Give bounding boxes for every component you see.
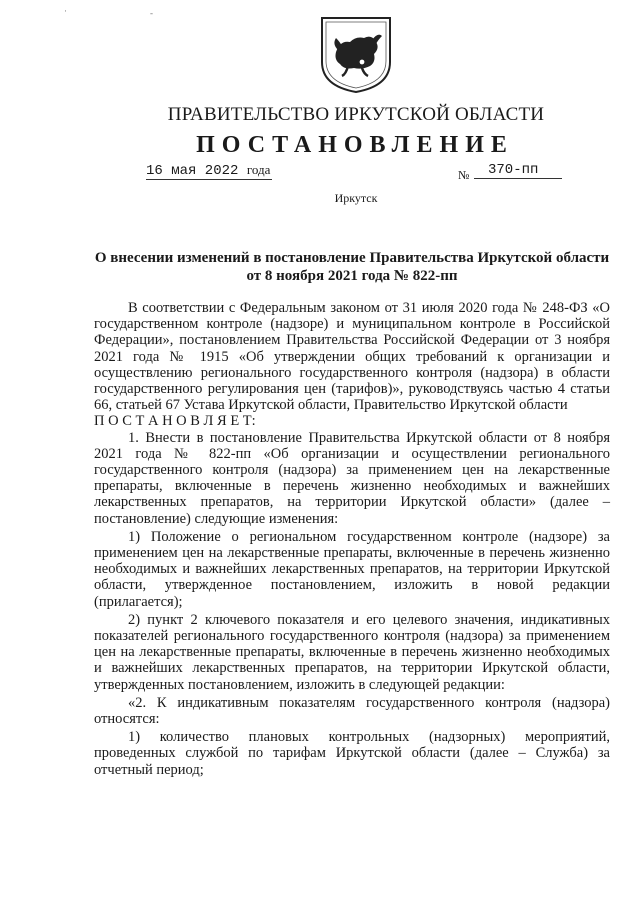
- quote-item-1-paragraph: 1) количество плановых контрольных (надзорных) мероприятий, проведенных службой по тарифам Иркутской области (далее – Служба) за отчетный период;: [94, 729, 610, 778]
- scan-artifact: ·: [64, 6, 67, 16]
- item-1-paragraph: 1. Внести в постановление Правительства Иркутской области от 8 ноября 2021 года № 822-пп «Об организации и осуществлении регионального государственного контроля (надзора) за применением цен на лекарственные препараты, включенные в перечень жизненно необходимых и важнейших лекарственных препаратов, на территории Иркутской области» (далее – постановление) следующие изменения:: [94, 429, 610, 527]
- date-suffix: года: [246, 162, 271, 177]
- resolves-heading: П О С Т А Н О В Л Я Е Т:: [94, 413, 256, 430]
- document-type-title: ПОСТАНОВЛЕНИЕ: [196, 132, 514, 158]
- subject-line-2: от 8 ноября 2021 года № 822-пп: [246, 268, 458, 284]
- date-value: 16 мая 2022: [146, 163, 239, 179]
- subitem-1-paragraph: 1) Положение о региональном государственном контроле (надзоре) за применением цен на лекарственные препараты, включенные в перечень жизненно необходимых и важнейших лекарственных препаратов, на территории Иркутской области, утвержденное постановлением, изложить в новой редакции (прилагается);: [94, 528, 610, 610]
- city-name: Иркутск: [334, 191, 378, 205]
- document-number: 370-пп: [474, 162, 562, 179]
- subitem-2-paragraph: 2) пункт 2 ключевого показателя и его целевого значения, индикативных показателей регионального государственного контроля (надзора) за применением цен на лекарственные препараты, включенные в перечень жизненно необходимых и важнейших лекарственных препаратов, на территории Иркутской области, утвержденных постановлением, изложить в следующей редакции:: [94, 611, 610, 693]
- document-body: [94, 300, 610, 778]
- number-sign: №: [458, 168, 470, 182]
- preamble-paragraph: В соответствии с Федеральным законом от 31 июля 2020 года № 248-ФЗ «О государственном контроле (надзоре) и муниципальном контроле в Российской Федерации», постановлением Правительства Российской Федерации от 3 ноября 2021 года № 1915 «Об утверждении общих требований к организации и осуществлению регионального государственного контроля (надзора) в области государственного регулирования цен (тарифов)», руководствуясь частью 4 статьи 66, статьей 67 Устава Иркутской области, Правительство Иркутской области: [94, 300, 610, 414]
- quote-paragraph: «2. К индикативным показателям государственного контроля (надзора) относятся:: [94, 694, 610, 728]
- document-date: [146, 162, 272, 180]
- document-subject: [94, 249, 610, 285]
- organization-title: ПРАВИТЕЛЬСТВО ИРКУТСКОЙ ОБЛАСТИ: [167, 104, 545, 125]
- scan-artifact: -: [150, 8, 153, 18]
- subject-line-1: О внесении изменений в постановление Правительства Иркутской области: [94, 250, 610, 266]
- coat-of-arms-icon: [318, 14, 394, 94]
